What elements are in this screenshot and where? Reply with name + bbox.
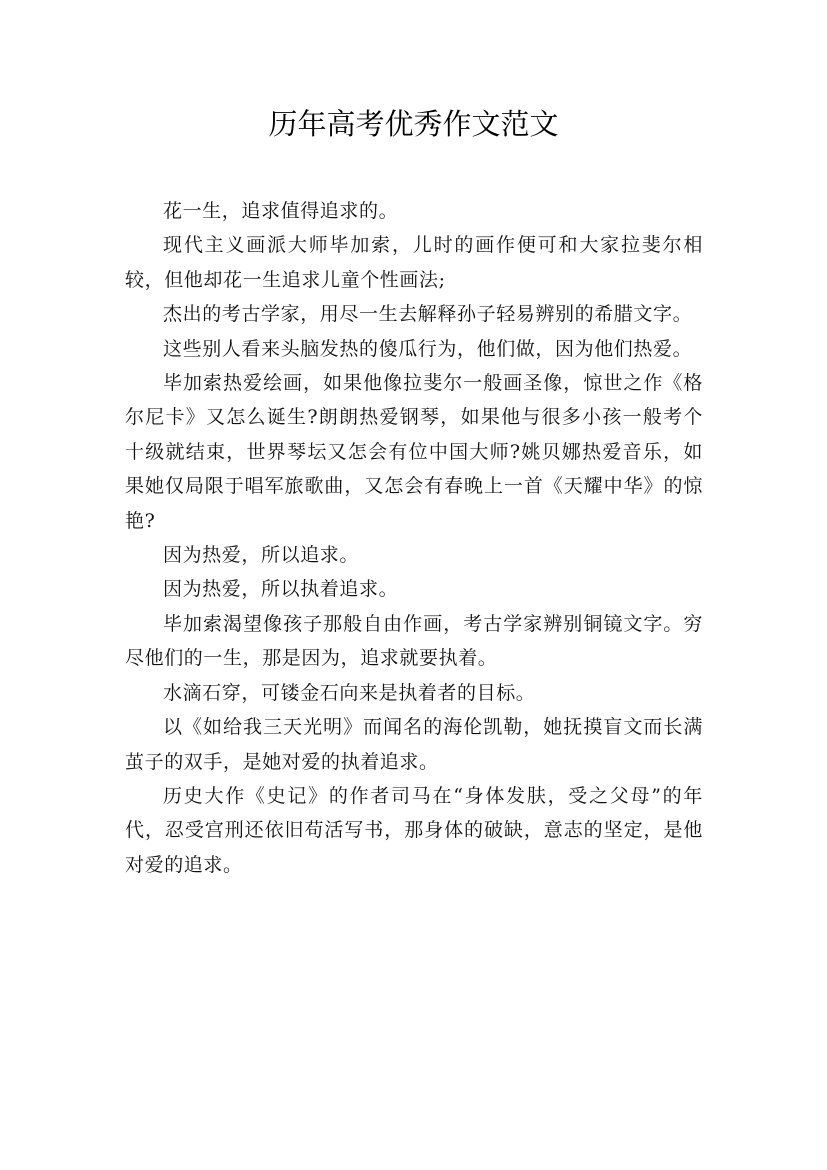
paragraph: 水滴石穿，可镂金石向来是执着者的目标。 (163, 681, 536, 704)
paragraph: 历史大作《史记》的作者司马在“身体发肤，受之父母”的年代，忍受宫刑还依旧苟活写书，那身体的破缺，意志的坚定，是他对爱的追求。 (125, 784, 703, 876)
paragraph: 因为热爱，所以执着追求。 (163, 578, 399, 601)
paragraph: 以《如给我三天光明》而闻名的海伦凯勒，她抚摸盲文而长满茧子的双手，是她对爱的执着追求。 (125, 716, 703, 773)
document-body (125, 194, 703, 882)
paragraph: 因为热爱，所以追求。 (163, 544, 360, 567)
document-title: 历年高考优秀作文范文 (268, 107, 559, 141)
paragraph: 现代主义画派大师毕加索，儿时的画作便可和大家拉斐尔相较，但他却花一生追求儿童个性画法; (125, 234, 703, 291)
paragraph: 毕加索渴望像孩子那般自由作画，考古学家辨别铜镜文字。穷尽他们的一生，那是因为，追求就要执着。 (125, 612, 703, 670)
paragraph: 毕加索热爱绘画，如果他像拉斐尔一般画圣像，惊世之作《格尔尼卡》又怎么诞生?朗朗热爱钢琴，如果他与很多小孩一般考个十级就结束，世界琴坛又怎会有位中国大师?姚贝娜热爱音乐，如果她仅局限于唱军旅歌曲，又怎会有春晚上一首《天耀中华》的惊艳? (125, 372, 703, 532)
paragraph: 花一生，追求值得追求的。 (163, 200, 399, 222)
paragraph: 杰出的考古学家，用尽一生去解释孙子轻易辨别的希腊文字。 (163, 303, 693, 326)
paragraph: 这些别人看来头脑发热的傻瓜行为，他们做，因为他们热爱。 (163, 337, 693, 360)
